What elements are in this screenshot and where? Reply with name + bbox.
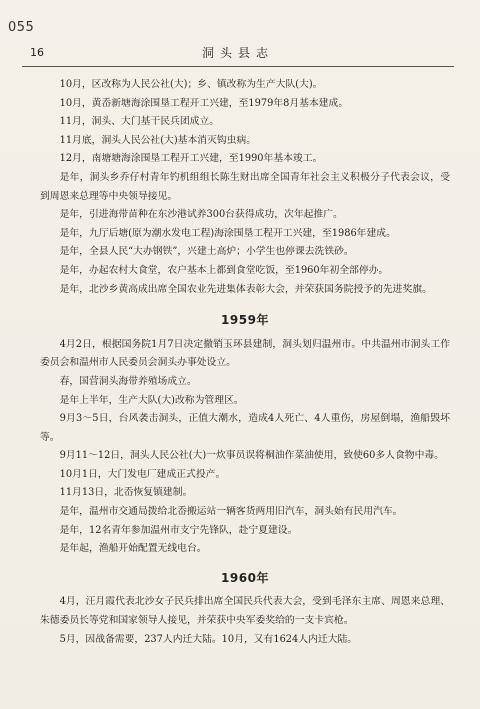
entry: 5月，因战备需要，237人内迁大陆。10月，又有1624人内迁大陆。: [59, 633, 358, 645]
year-heading: 1959年: [221, 313, 269, 328]
chronicle-body: [40, 76, 450, 649]
entry: 4月2日，根据国务院1月7日决定撤销玉环县建制，洞头划归温州市。中共温州市洞头工作委员会和温州市人民委员会洞头办事处设立。: [40, 338, 450, 369]
entry: 12月，南塘塘海涂围垦工程开工兴建，至1990年基本竣工。: [59, 153, 323, 165]
entry: 是年，九厅后塘(原为潮水发电工程)海涂围垦工程开工兴建，至1986年建成。: [59, 227, 396, 239]
entry: 11月13日，北岙恢复镇建制。: [59, 487, 193, 499]
entry: 是年，办起农村大食堂，农户基本上都到食堂吃饭，至1960年初全部停办。: [59, 264, 389, 276]
entry: 是年，全县人民“大办钢铁”，兴建土高炉；小学生也停课去洗铁砂。: [59, 246, 354, 258]
page-header: [22, 40, 454, 67]
entry: 10月，黄岙新塘海涂围垦工程开工兴建，至1979年8月基本建成。: [59, 97, 349, 109]
entry: 是年，12名青年参加温州市支宁先锋队，赴宁夏建设。: [59, 524, 298, 536]
entry: 11月底，洞头人民公社(大)基本消灭钩虫病。: [59, 134, 257, 146]
entry: 是年，北沙乡黄高成出席全国农业先进集体表彰大会，并荣获国务院授予的先进奖旗。: [59, 283, 432, 295]
entry: 是年起，渔船开始配置无线电台。: [59, 543, 207, 555]
page-number: 16: [30, 46, 44, 59]
entry: 是年，洞头乡乔仔村青年钓机组组长陈生财出席全国青年社会主义积极分子代表会议，受到周恩来总理等中央领导接见。: [40, 171, 450, 202]
running-head: 洞头县志: [201, 46, 274, 60]
entry: 是年，引进海带苗种在东沙港试养300台获得成功，次年起推广。: [59, 209, 343, 221]
section-1959: [40, 311, 450, 559]
entry: 9月3～5日，台风袭击洞头，正值大潮水，造成4人死亡、4人重伤，房屋倒塌，渔船毁坏等。: [40, 413, 450, 443]
entry: 春，国营洞头海带养殖场成立。: [59, 375, 197, 387]
entry: 10月1日，大门发电厂建成正式投产。: [59, 468, 226, 480]
entry: 4月，汪月霞代表北沙女子民兵排出席全国民兵代表大会，受到毛泽东主席、周恩来总理、朱德委员长等党和国家领导人接见，并荣获中央军委奖给的一支卡宾枪。: [40, 596, 450, 627]
archive-stamp-number: 055: [8, 20, 35, 35]
entry: 9月11～12日，洞头人民公社(大)一炊事员误将桐油作菜油使用，致使60多人食物中毒。: [59, 450, 444, 462]
entry: 11月，洞头、大门基干民兵团成立。: [59, 116, 220, 128]
section-1958-continued: [40, 76, 450, 299]
section-1960: [40, 569, 450, 649]
entry: 10月，区改称为人民公社(大)；乡、镇改称为生产大队(大)。: [59, 79, 323, 90]
entry: 是年，温州市交通局拨给北岙搬运站一辆客货两用旧汽车，洞头始有民用汽车。: [59, 506, 403, 518]
entry: 是年上半年，生产大队(大)改称为管理区。: [59, 394, 244, 406]
year-heading: 1960年: [221, 570, 269, 585]
